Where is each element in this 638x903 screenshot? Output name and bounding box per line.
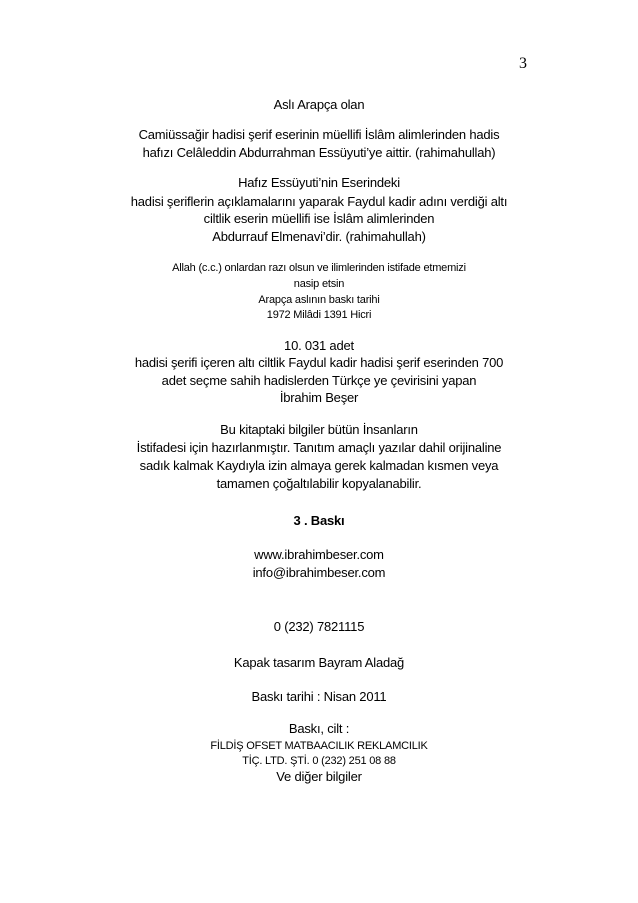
email-text: info@ibrahimbeser.com xyxy=(252,565,386,580)
text-line: Arapça aslının baskı tarihi xyxy=(258,294,380,306)
text-line: Bu kitaptaki bilgiler bütün İnsanların xyxy=(220,422,418,437)
print-date-text: Baskı tarihi : Nisan 2011 xyxy=(251,689,387,704)
text-line: hafızı Celâleddin Abdurrahman Essüyuti’ye aittir. (rahimahullah) xyxy=(142,145,496,160)
phone-text: 0 (232) 7821115 xyxy=(273,619,365,634)
text-line: 1972 Milâdi 1391 Hicri xyxy=(266,309,372,321)
website-text: www.ibrahimbeser.com xyxy=(254,547,384,562)
page-number: 3 xyxy=(519,55,527,72)
text-line: Hafız Essüyuti’nin Eserindeki xyxy=(238,175,400,190)
text-line: tamamen çoğaltılabilir kopyalanabilir. xyxy=(216,476,422,491)
text-line: Aslı Arapça olan xyxy=(273,97,365,112)
text-line: hadisi şeriflerin açıklamalarını yaparak Faydul kadir adını verdiği altı xyxy=(130,194,508,209)
text-line: İbrahim Beşer xyxy=(279,390,359,405)
text-line: Allah (c.c.) onlardan razı olsun ve ilimlerinden istifade etmemizi xyxy=(172,262,466,274)
text-line: nasip etsin xyxy=(293,278,345,290)
printer-text: TİÇ. LTD. ŞTİ. 0 (232) 251 08 88 xyxy=(242,755,396,767)
text-line: ciltlik eserin müellifi ise İslâm alimlerinden xyxy=(203,211,435,226)
cover-design-text: Kapak tasarım Bayram Aladağ xyxy=(233,655,405,670)
text-line: hadisi şerifi içeren altı ciltlik Faydul kadir hadisi şerif eserinden 700 xyxy=(134,355,504,370)
other-info-text: Ve diğer bilgiler xyxy=(276,769,362,784)
text-line: sadık kalmak Kaydıyla izin almaya gerek kalmadan kısmen veya xyxy=(139,458,499,473)
text-line: Camiüssağir hadisi şerif eserinin müellifi İslâm alimlerinden hadis xyxy=(138,127,500,142)
text-line: İstifadesi için hazırlanmıştır. Tanıtım amaçlı yazılar dahil orijinaline xyxy=(136,440,502,455)
text-line: Abdurrauf Elmenavi’dir. (rahimahullah) xyxy=(212,229,426,244)
printer-text: FİLDİŞ OFSET MATBAACILIK REKLAMCILIK xyxy=(210,740,428,752)
binding-text: Baskı, cilt : xyxy=(288,721,350,736)
edition-label: 3 . Baskı xyxy=(293,513,345,528)
text-line: 10. 031 adet xyxy=(284,338,354,353)
text-line: adet seçme sahih hadislerden Türkçe ye çevirisini yapan xyxy=(161,373,477,388)
